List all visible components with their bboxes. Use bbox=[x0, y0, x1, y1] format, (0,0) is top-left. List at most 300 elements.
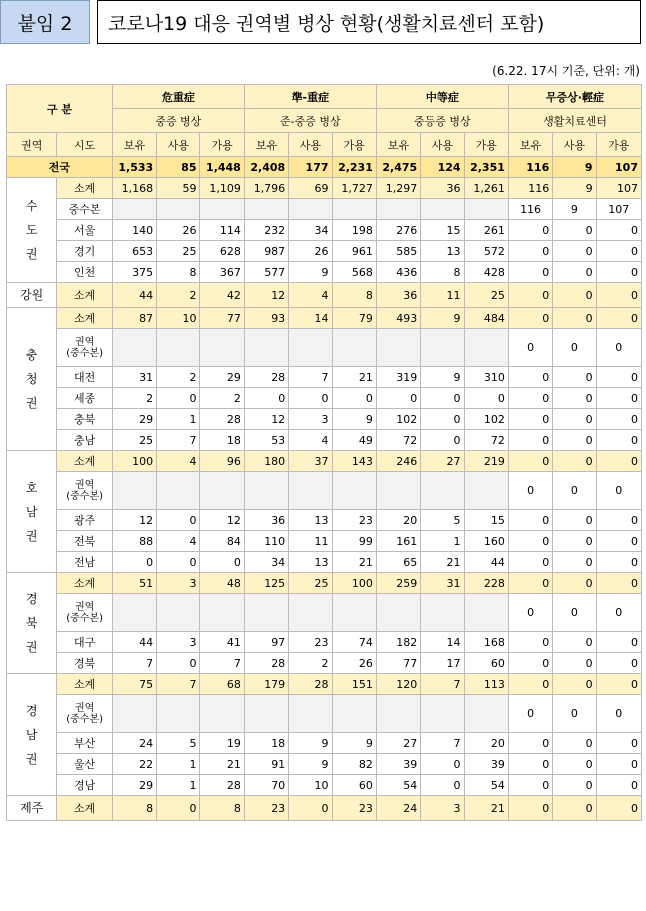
value-cell bbox=[332, 329, 376, 367]
value-cell: 0 bbox=[508, 775, 552, 796]
value-cell: 23 bbox=[332, 510, 376, 531]
value-cell: 44 bbox=[112, 632, 156, 653]
value-cell bbox=[421, 695, 464, 733]
value-cell: 41 bbox=[200, 632, 244, 653]
value-cell: 12 bbox=[112, 510, 156, 531]
value-cell bbox=[289, 472, 332, 510]
value-cell: 0 bbox=[112, 552, 156, 573]
value-cell: 0 bbox=[553, 573, 596, 594]
value-cell: 0 bbox=[553, 388, 596, 409]
table-row bbox=[7, 796, 642, 821]
value-cell: 107 bbox=[596, 199, 641, 220]
value-cell: 161 bbox=[376, 531, 420, 552]
value-cell: 0 bbox=[508, 674, 552, 695]
value-cell bbox=[421, 594, 464, 632]
table-row bbox=[7, 329, 642, 367]
value-cell: 9 bbox=[421, 308, 464, 329]
value-cell: 0 bbox=[553, 262, 596, 283]
value-cell: 1,261 bbox=[464, 178, 508, 199]
value-cell: 228 bbox=[464, 573, 508, 594]
value-cell: 7 bbox=[421, 674, 464, 695]
value-cell: 0 bbox=[508, 733, 552, 754]
value-cell bbox=[289, 329, 332, 367]
value-cell: 0 bbox=[200, 552, 244, 573]
value-cell: 0 bbox=[157, 653, 200, 674]
value-cell bbox=[332, 472, 376, 510]
value-cell: 493 bbox=[376, 308, 420, 329]
value-cell: 0 bbox=[553, 775, 596, 796]
value-cell: 5 bbox=[157, 733, 200, 754]
value-cell: 21 bbox=[200, 754, 244, 775]
value-cell: 70 bbox=[244, 775, 288, 796]
table-row bbox=[7, 733, 642, 754]
value-cell: 1,448 bbox=[200, 157, 244, 178]
value-cell bbox=[244, 695, 288, 733]
value-cell: 0 bbox=[332, 388, 376, 409]
region-label: 경 남 권 bbox=[7, 674, 57, 796]
value-cell: 26 bbox=[157, 220, 200, 241]
value-cell: 0 bbox=[508, 552, 552, 573]
table-row bbox=[7, 510, 642, 531]
value-cell: 0 bbox=[553, 674, 596, 695]
value-cell: 39 bbox=[376, 754, 420, 775]
value-cell: 0 bbox=[244, 388, 288, 409]
value-cell: 20 bbox=[376, 510, 420, 531]
sido-label: 권역 (중수본) bbox=[57, 329, 112, 367]
value-cell: 79 bbox=[332, 308, 376, 329]
value-cell: 0 bbox=[596, 409, 641, 430]
value-cell: 24 bbox=[112, 733, 156, 754]
value-cell bbox=[289, 594, 332, 632]
value-cell bbox=[421, 472, 464, 510]
value-cell: 100 bbox=[112, 451, 156, 472]
sido-label: 소계 bbox=[57, 674, 112, 695]
value-cell: 14 bbox=[421, 632, 464, 653]
value-cell: 1 bbox=[421, 531, 464, 552]
sido-label: 세종 bbox=[57, 388, 112, 409]
value-cell: 628 bbox=[200, 241, 244, 262]
value-cell: 0 bbox=[508, 283, 552, 308]
value-cell: 0 bbox=[596, 308, 641, 329]
value-cell bbox=[157, 695, 200, 733]
page-title: 코로나19 대응 권역별 병상 현황(생활치료센터 포함) bbox=[97, 0, 641, 44]
value-cell: 375 bbox=[112, 262, 156, 283]
sido-label: 인천 bbox=[57, 262, 112, 283]
group-sub-3: 생활치료센터 bbox=[508, 109, 641, 133]
value-cell: 14 bbox=[289, 308, 332, 329]
value-cell: 11 bbox=[421, 283, 464, 308]
value-cell: 60 bbox=[464, 653, 508, 674]
value-cell bbox=[464, 594, 508, 632]
value-cell bbox=[112, 472, 156, 510]
table-row bbox=[7, 220, 642, 241]
value-cell: 26 bbox=[289, 241, 332, 262]
column-header: 가용 bbox=[332, 133, 376, 157]
header-sido: 시도 bbox=[57, 133, 112, 157]
group-top-3: 무증상·輕症 bbox=[508, 85, 641, 109]
value-cell: 0 bbox=[508, 220, 552, 241]
value-cell bbox=[289, 695, 332, 733]
value-cell: 4 bbox=[289, 430, 332, 451]
value-cell: 5 bbox=[421, 510, 464, 531]
value-cell: 9 bbox=[289, 262, 332, 283]
value-cell: 53 bbox=[244, 430, 288, 451]
value-cell: 1,297 bbox=[376, 178, 420, 199]
value-cell bbox=[244, 594, 288, 632]
value-cell: 28 bbox=[200, 409, 244, 430]
value-cell: 72 bbox=[376, 430, 420, 451]
value-cell: 261 bbox=[464, 220, 508, 241]
value-cell: 9 bbox=[332, 733, 376, 754]
value-cell: 2 bbox=[112, 388, 156, 409]
value-cell: 182 bbox=[376, 632, 420, 653]
value-cell: 1,109 bbox=[200, 178, 244, 199]
value-cell: 116 bbox=[508, 199, 552, 220]
table-row bbox=[7, 241, 642, 262]
value-cell bbox=[112, 695, 156, 733]
value-cell: 12 bbox=[200, 510, 244, 531]
column-header: 사용 bbox=[421, 133, 464, 157]
value-cell: 29 bbox=[112, 775, 156, 796]
value-cell: 0 bbox=[596, 531, 641, 552]
table-row bbox=[7, 409, 642, 430]
value-cell: 59 bbox=[157, 178, 200, 199]
value-cell: 28 bbox=[289, 674, 332, 695]
value-cell: 0 bbox=[508, 472, 552, 510]
value-cell: 0 bbox=[553, 220, 596, 241]
value-cell: 60 bbox=[332, 775, 376, 796]
value-cell bbox=[376, 329, 420, 367]
value-cell: 27 bbox=[376, 733, 420, 754]
value-cell: 0 bbox=[421, 430, 464, 451]
sido-label: 소계 bbox=[57, 451, 112, 472]
value-cell: 77 bbox=[200, 308, 244, 329]
value-cell: 44 bbox=[464, 552, 508, 573]
value-cell: 84 bbox=[200, 531, 244, 552]
value-cell: 68 bbox=[200, 674, 244, 695]
value-cell bbox=[376, 199, 420, 220]
sido-label: 소계 bbox=[57, 178, 112, 199]
value-cell: 0 bbox=[553, 754, 596, 775]
value-cell: 4 bbox=[289, 283, 332, 308]
value-cell: 0 bbox=[508, 241, 552, 262]
value-cell: 0 bbox=[596, 283, 641, 308]
value-cell bbox=[244, 472, 288, 510]
value-cell: 1 bbox=[157, 754, 200, 775]
value-cell: 12 bbox=[244, 283, 288, 308]
value-cell: 0 bbox=[596, 472, 641, 510]
value-cell: 2,351 bbox=[464, 157, 508, 178]
sido-label: 경북 bbox=[57, 653, 112, 674]
group-top-1: 準-重症 bbox=[244, 85, 376, 109]
value-cell: 0 bbox=[596, 775, 641, 796]
value-cell: 1,168 bbox=[112, 178, 156, 199]
bed-status-table bbox=[6, 84, 642, 821]
value-cell: 116 bbox=[508, 157, 552, 178]
column-header: 사용 bbox=[553, 133, 596, 157]
region-label: 제주 bbox=[7, 796, 57, 821]
value-cell: 10 bbox=[157, 308, 200, 329]
value-cell: 97 bbox=[244, 632, 288, 653]
value-cell: 114 bbox=[200, 220, 244, 241]
value-cell bbox=[376, 594, 420, 632]
value-cell: 51 bbox=[112, 573, 156, 594]
value-cell: 99 bbox=[332, 531, 376, 552]
value-cell: 0 bbox=[464, 388, 508, 409]
value-cell: 72 bbox=[464, 430, 508, 451]
value-cell: 2,475 bbox=[376, 157, 420, 178]
value-cell: 42 bbox=[200, 283, 244, 308]
value-cell: 2 bbox=[200, 388, 244, 409]
table-row bbox=[7, 594, 642, 632]
value-cell: 987 bbox=[244, 241, 288, 262]
value-cell: 9 bbox=[332, 409, 376, 430]
value-cell: 13 bbox=[289, 552, 332, 573]
value-cell: 0 bbox=[508, 695, 552, 733]
value-cell: 13 bbox=[289, 510, 332, 531]
value-cell: 18 bbox=[200, 430, 244, 451]
value-cell: 0 bbox=[553, 329, 596, 367]
value-cell: 28 bbox=[244, 367, 288, 388]
value-cell: 13 bbox=[421, 241, 464, 262]
value-cell: 0 bbox=[596, 262, 641, 283]
table-row bbox=[7, 178, 642, 199]
value-cell: 0 bbox=[157, 796, 200, 821]
value-cell: 23 bbox=[332, 796, 376, 821]
table-row bbox=[7, 695, 642, 733]
value-cell: 961 bbox=[332, 241, 376, 262]
value-cell: 577 bbox=[244, 262, 288, 283]
value-cell: 113 bbox=[464, 674, 508, 695]
value-cell bbox=[464, 329, 508, 367]
value-cell: 7 bbox=[112, 653, 156, 674]
value-cell bbox=[157, 472, 200, 510]
value-cell: 0 bbox=[553, 472, 596, 510]
value-cell bbox=[244, 199, 288, 220]
sido-label: 대전 bbox=[57, 367, 112, 388]
value-cell: 48 bbox=[200, 573, 244, 594]
value-cell: 36 bbox=[244, 510, 288, 531]
value-cell: 93 bbox=[244, 308, 288, 329]
value-cell: 179 bbox=[244, 674, 288, 695]
value-cell: 0 bbox=[596, 754, 641, 775]
column-header: 보유 bbox=[112, 133, 156, 157]
column-header: 사용 bbox=[157, 133, 200, 157]
sido-label: 충북 bbox=[57, 409, 112, 430]
header-gubun: 구 분 bbox=[7, 85, 113, 133]
value-cell: 0 bbox=[376, 388, 420, 409]
value-cell: 0 bbox=[421, 409, 464, 430]
nation-label: 전국 bbox=[7, 157, 113, 178]
value-cell bbox=[289, 199, 332, 220]
value-cell: 428 bbox=[464, 262, 508, 283]
table-row bbox=[7, 552, 642, 573]
value-cell: 2,408 bbox=[244, 157, 288, 178]
value-cell: 0 bbox=[508, 653, 552, 674]
value-cell: 0 bbox=[596, 632, 641, 653]
sido-label: 광주 bbox=[57, 510, 112, 531]
value-cell: 24 bbox=[376, 796, 420, 821]
value-cell: 9 bbox=[289, 754, 332, 775]
value-cell: 15 bbox=[421, 220, 464, 241]
value-cell: 125 bbox=[244, 573, 288, 594]
value-cell: 4 bbox=[157, 451, 200, 472]
value-cell bbox=[157, 594, 200, 632]
group-sub-1: 준-중증 병상 bbox=[244, 109, 376, 133]
sido-label: 권역 (중수본) bbox=[57, 594, 112, 632]
value-cell: 3 bbox=[289, 409, 332, 430]
value-cell: 9 bbox=[421, 367, 464, 388]
value-cell: 0 bbox=[508, 430, 552, 451]
sido-label: 중수본 bbox=[57, 199, 112, 220]
sido-label: 권역 (중수본) bbox=[57, 472, 112, 510]
value-cell: 21 bbox=[332, 552, 376, 573]
value-cell: 27 bbox=[421, 451, 464, 472]
column-header: 보유 bbox=[376, 133, 420, 157]
value-cell: 0 bbox=[596, 510, 641, 531]
table-row bbox=[7, 754, 642, 775]
value-cell: 0 bbox=[508, 367, 552, 388]
value-cell: 22 bbox=[112, 754, 156, 775]
value-cell: 2 bbox=[157, 367, 200, 388]
value-cell: 0 bbox=[553, 510, 596, 531]
region-label: 강원 bbox=[7, 283, 57, 308]
value-cell: 44 bbox=[112, 283, 156, 308]
value-cell: 8 bbox=[332, 283, 376, 308]
value-cell: 87 bbox=[112, 308, 156, 329]
value-cell: 436 bbox=[376, 262, 420, 283]
value-cell: 0 bbox=[596, 367, 641, 388]
value-cell bbox=[157, 329, 200, 367]
value-cell: 0 bbox=[508, 262, 552, 283]
value-cell: 0 bbox=[553, 695, 596, 733]
value-cell: 0 bbox=[421, 775, 464, 796]
value-cell: 0 bbox=[508, 409, 552, 430]
value-cell bbox=[112, 594, 156, 632]
value-cell: 319 bbox=[376, 367, 420, 388]
value-cell: 0 bbox=[596, 653, 641, 674]
value-cell bbox=[376, 472, 420, 510]
value-cell: 0 bbox=[596, 733, 641, 754]
value-cell: 107 bbox=[596, 157, 641, 178]
value-cell: 0 bbox=[553, 367, 596, 388]
value-cell: 23 bbox=[289, 632, 332, 653]
table-row bbox=[7, 388, 642, 409]
value-cell: 2 bbox=[157, 283, 200, 308]
value-cell: 100 bbox=[332, 573, 376, 594]
value-cell: 20 bbox=[464, 733, 508, 754]
value-cell: 124 bbox=[421, 157, 464, 178]
value-cell: 102 bbox=[376, 409, 420, 430]
value-cell: 0 bbox=[508, 573, 552, 594]
value-cell: 219 bbox=[464, 451, 508, 472]
value-cell: 74 bbox=[332, 632, 376, 653]
value-cell: 367 bbox=[200, 262, 244, 283]
value-cell: 0 bbox=[553, 451, 596, 472]
value-cell bbox=[112, 329, 156, 367]
value-cell: 0 bbox=[508, 632, 552, 653]
value-cell: 0 bbox=[596, 594, 641, 632]
value-cell: 198 bbox=[332, 220, 376, 241]
value-cell: 8 bbox=[421, 262, 464, 283]
region-label: 호 남 권 bbox=[7, 451, 57, 573]
value-cell: 276 bbox=[376, 220, 420, 241]
value-cell: 9 bbox=[553, 157, 596, 178]
value-cell: 37 bbox=[289, 451, 332, 472]
value-cell: 140 bbox=[112, 220, 156, 241]
value-cell: 65 bbox=[376, 552, 420, 573]
table-row bbox=[7, 199, 642, 220]
value-cell: 34 bbox=[244, 552, 288, 573]
value-cell: 0 bbox=[553, 552, 596, 573]
value-cell: 0 bbox=[596, 796, 641, 821]
value-cell: 0 bbox=[508, 329, 552, 367]
value-cell bbox=[421, 329, 464, 367]
value-cell: 259 bbox=[376, 573, 420, 594]
value-cell: 7 bbox=[289, 367, 332, 388]
value-cell: 8 bbox=[157, 262, 200, 283]
value-cell: 0 bbox=[553, 531, 596, 552]
value-cell bbox=[464, 472, 508, 510]
value-cell bbox=[332, 594, 376, 632]
value-cell: 26 bbox=[332, 653, 376, 674]
value-cell: 1,533 bbox=[112, 157, 156, 178]
value-cell bbox=[332, 199, 376, 220]
value-cell: 0 bbox=[596, 552, 641, 573]
value-cell: 143 bbox=[332, 451, 376, 472]
value-cell: 36 bbox=[376, 283, 420, 308]
sido-label: 부산 bbox=[57, 733, 112, 754]
value-cell: 2 bbox=[289, 653, 332, 674]
table-row bbox=[7, 653, 642, 674]
value-cell: 0 bbox=[421, 388, 464, 409]
value-cell bbox=[200, 472, 244, 510]
column-header: 가용 bbox=[200, 133, 244, 157]
value-cell: 29 bbox=[112, 409, 156, 430]
value-cell: 0 bbox=[596, 451, 641, 472]
value-cell: 0 bbox=[553, 409, 596, 430]
value-cell: 0 bbox=[157, 552, 200, 573]
value-cell: 0 bbox=[553, 632, 596, 653]
value-cell: 21 bbox=[421, 552, 464, 573]
value-cell: 0 bbox=[508, 451, 552, 472]
table-row bbox=[7, 430, 642, 451]
column-header: 가용 bbox=[596, 133, 641, 157]
value-cell: 0 bbox=[508, 754, 552, 775]
value-cell: 168 bbox=[464, 632, 508, 653]
sido-label: 권역 (중수본) bbox=[57, 695, 112, 733]
table-row bbox=[7, 157, 642, 178]
value-cell: 25 bbox=[112, 430, 156, 451]
value-cell: 1,796 bbox=[244, 178, 288, 199]
value-cell: 12 bbox=[244, 409, 288, 430]
value-cell: 0 bbox=[553, 308, 596, 329]
value-cell: 653 bbox=[112, 241, 156, 262]
value-cell: 96 bbox=[200, 451, 244, 472]
group-sub-0: 중증 병상 bbox=[112, 109, 244, 133]
value-cell: 7 bbox=[421, 733, 464, 754]
value-cell: 177 bbox=[289, 157, 332, 178]
value-cell: 9 bbox=[553, 178, 596, 199]
value-cell: 21 bbox=[464, 796, 508, 821]
table-row bbox=[7, 283, 642, 308]
value-cell: 0 bbox=[553, 733, 596, 754]
table-row bbox=[7, 367, 642, 388]
sido-label: 울산 bbox=[57, 754, 112, 775]
value-cell: 0 bbox=[596, 388, 641, 409]
value-cell: 10 bbox=[289, 775, 332, 796]
value-cell: 8 bbox=[112, 796, 156, 821]
